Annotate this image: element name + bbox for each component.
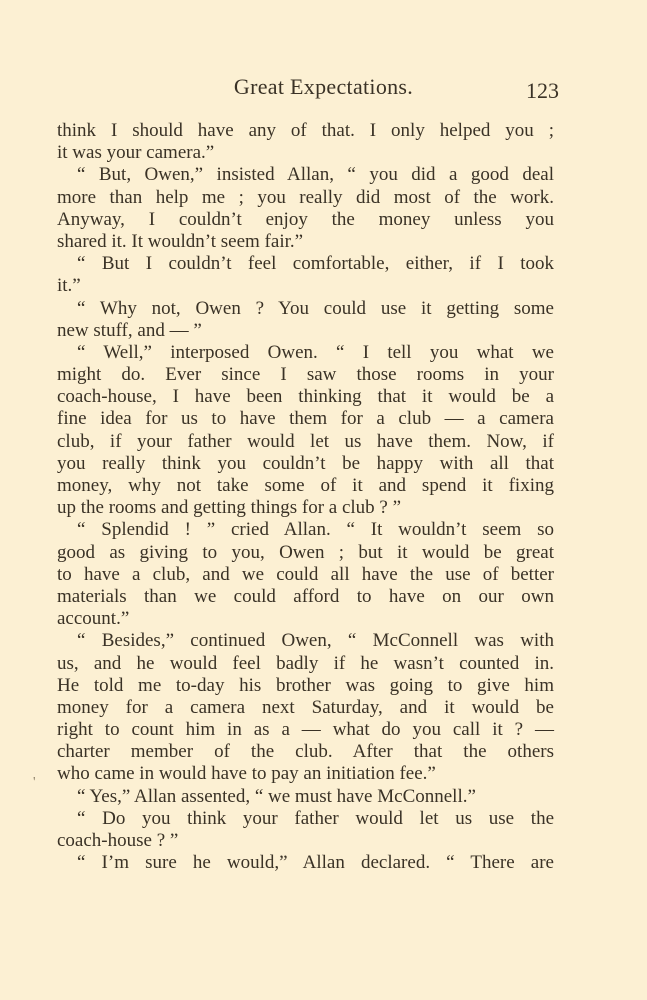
body-text [57,120,554,874]
text-line: shared it. It wouldn’t seem fair.” [57,230,304,252]
text-line: club, if your father would let us have them. Now, if [57,430,554,452]
text-line: “ Do you think your father would let us use the [77,807,554,829]
text-line: right to count him in as a — what do you call it ? — [57,719,554,741]
text-line: “ I’m sure he would,” Allan declared. “ There are [77,852,554,874]
text-line: it was your camera.” [57,142,215,164]
text-line: “ Why not, Owen ? You could use it getting some [77,297,554,319]
text-line: “ Splendid ! ” cried Allan. “ It wouldn’t seem so [77,519,554,541]
text-line: might do. Ever since I saw those rooms in your [57,364,554,386]
text-line: “ Yes,” Allan assented, “ we must have McConnell.” [77,785,476,807]
text-line: up the rooms and getting things for a club ? ” [57,497,402,519]
text-line: new stuff, and — ” [57,319,202,341]
text-line: it.” [57,275,81,297]
text-line: “ Besides,” continued Owen, “ McConnell was with [77,630,554,652]
text-line: charter member of the club. After that the others [57,741,554,763]
text-line: “ But, Owen,” insisted Allan, “ you did a good deal [77,164,554,186]
text-line: us, and he would feel badly if he wasn’t counted in. [57,652,554,674]
text-line: “ Well,” interposed Owen. “ I tell you what we [77,341,554,363]
text-line: account.” [57,608,130,630]
page-number: 123 [526,78,559,103]
text-line: good as giving to you, Owen ; but it would be great [57,541,554,563]
text-line: “ But I couldn’t feel comfortable, either, if I took [77,253,554,275]
text-line: fine idea for us to have them for a club — a camera [57,408,554,430]
text-line: money for a camera next Saturday, and it would be [57,696,554,718]
margin-mark: ' [33,775,36,790]
text-line: more than help me ; you really did most of the work. [57,186,554,208]
running-title: Great Expectations. [233,74,414,99]
text-line: you really think you couldn’t be happy with all that [57,452,554,474]
text-line: coach-house ? ” [57,830,179,851]
text-line: Anyway, I couldn’t enjoy the money unless you [57,208,554,230]
text-line: to have a club, and we could all have the use of better [57,563,554,585]
text-line: materials than we could afford to have on our own [57,585,554,607]
text-line: money, why not take some of it and spend it fixing [57,475,554,496]
text-line: who came in would have to pay an initiation fee.” [57,763,436,785]
text-line: He told me to-day his brother was going to give him [57,674,554,696]
text-line: coach-house, I have been thinking that it would be a [57,386,554,408]
text-line: think I should have any of that. I only helped you ; [57,120,554,141]
